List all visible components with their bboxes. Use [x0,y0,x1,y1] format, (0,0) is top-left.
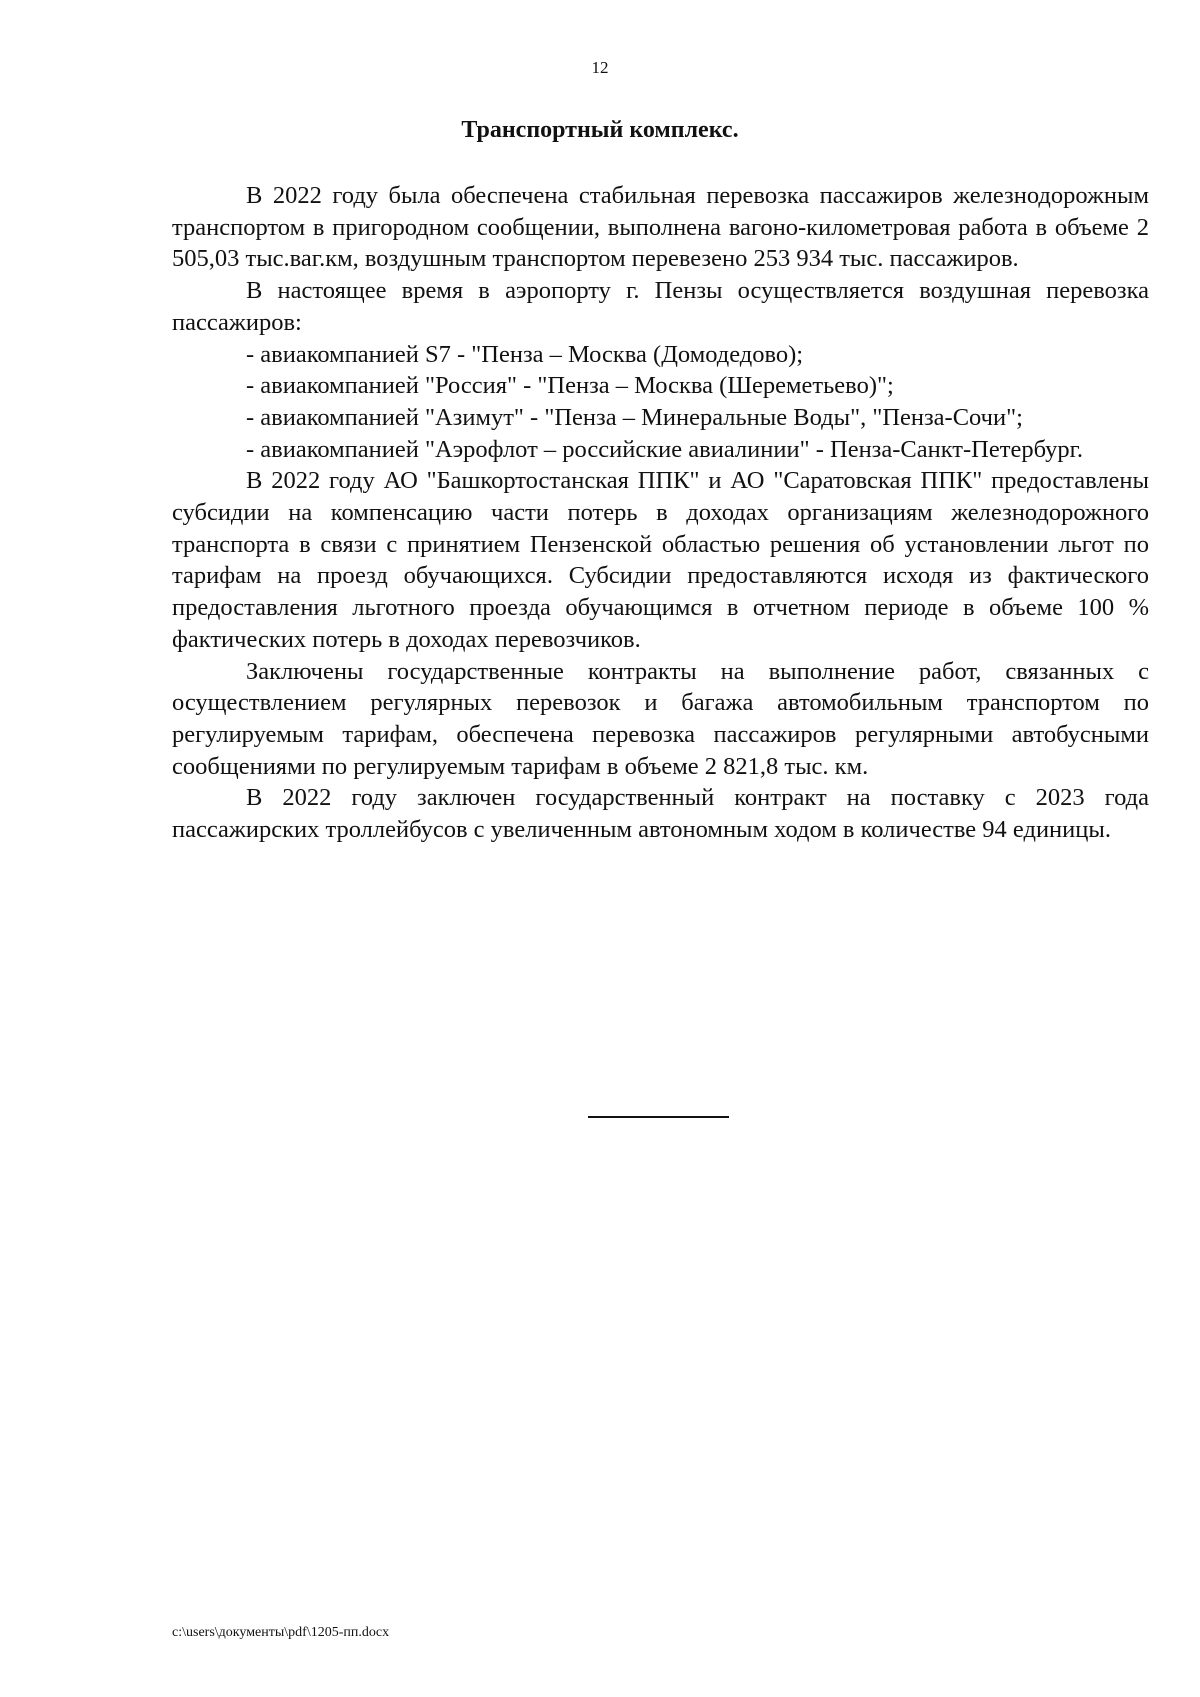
paragraph-rail-air-summary: В 2022 году была обеспечена стабильная перевозка пассажиров железнодорожным транспортом в пригородном сообщении, выполнена вагоно-километровая работа в объеме 2 505,03 тыс.ваг.км, воздушным транспортом перевезено 253 934 тыс. пассажиров. [172,182,1149,273]
end-separator-line [588,1116,729,1118]
list-item-airline-aeroflot: - авиакомпанией "Аэрофлот – российские авиалинии" - Пенза-Санкт-Петербург. [246,435,1084,463]
paragraph-airport-intro: В настоящее время в аэропорту г. Пензы осуществляется воздушная перевозка пассажиров: [172,277,1149,336]
paragraph-trolleybus-contract: В 2022 году заключен государственный контракт на поставку с 2023 года пассажирских троллейбусов с увеличенным автономным ходом в количестве 94 единицы. [172,784,1149,844]
paragraph-subsidies: В 2022 году АО "Башкортостанская ППК" и АО "Саратовская ППК" предоставлены субсидии на компенсацию части потерь в доходах организациям железнодорожного транспорта в связи с принятием Пензенской областью решения об установлении льгот по тарифам на проезд обучающихся. Субсидии предоставляются исходя из фактического предоставления льготного проезда обучающимся в отчетном периоде в объеме 100 % фактических потерь в доходах перевозчиков. [172,467,1149,653]
list-item-airline-s7: - авиакомпанией S7 - "Пенза – Москва (Домодедово); [246,340,804,368]
footer-file-path: c:\users\документы\pdf\1205-пп.docx [172,1625,390,1640]
list-item-airline-azimut: - авиакомпанией "Азимут" - "Пенза – Минеральные Воды", "Пенза-Сочи"; [246,403,1023,431]
document-body [172,180,1149,846]
section-heading: Транспортный комплекс. [461,117,739,143]
paragraph-bus-contracts: Заключены государственные контракты на выполнение работ, связанных с осуществлением регулярных перевозок и багажа автомобильным транспортом по регулируемым тарифам, обеспечена перевозка пассажиров регулярными автобусными сообщениями по регулируемым тарифам в объеме 2 821,8 тыс. км. [172,657,1149,780]
list-item-airline-rossiya: - авиакомпанией "Россия" - "Пенза – Москва (Шереметьево)"; [246,372,894,400]
page-number: 12 [591,58,609,77]
